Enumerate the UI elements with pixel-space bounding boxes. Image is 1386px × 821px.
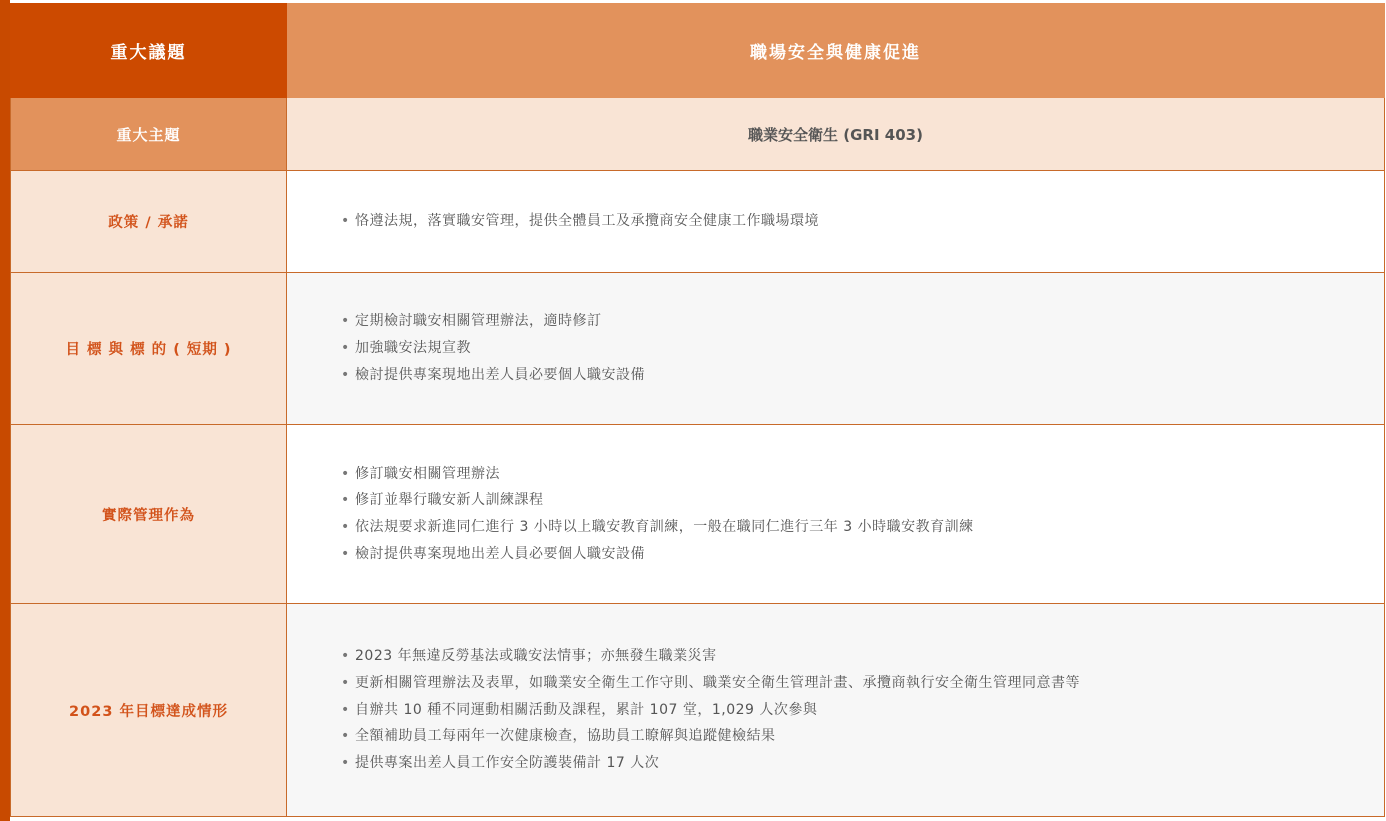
topic-row: [11, 98, 1385, 171]
row-label-actions: 實際管理作為: [11, 425, 287, 604]
policy-list: [287, 208, 1384, 235]
list-item: • 加強職安法規宣教: [355, 335, 1384, 362]
material-topic-table: [10, 3, 1385, 817]
table-header-row: [11, 4, 1385, 98]
row-label-policy: 政策 / 承諾: [11, 171, 287, 273]
header-label: 重大議題: [11, 4, 287, 98]
actions-list: [287, 461, 1384, 568]
topic-label: 重大主題: [11, 98, 287, 171]
row-content-policy: [287, 171, 1385, 273]
header-title: 職場安全與健康促進: [287, 4, 1385, 98]
list-item: • 恪遵法規，落實職安管理，提供全體員工及承攬商安全健康工作職場環境: [355, 208, 1384, 235]
topic-value: 職業安全衛生 (GRI 403): [287, 98, 1385, 171]
table-row-results: [11, 604, 1385, 817]
list-item: • 檢討提供專案現地出差人員必要個人職安設備: [355, 362, 1384, 389]
table-row-policy: [11, 171, 1385, 273]
row-content-actions: [287, 425, 1385, 604]
row-label-goals: 目 標 與 標 的 ( 短期 ): [11, 273, 287, 425]
list-item: • 更新相關管理辦法及表單，如職業安全衛生工作守則、職業安全衛生管理計畫、承攬商執行安全衛生管理同意書等: [355, 670, 1384, 697]
row-content-results: [287, 604, 1385, 817]
results-list: [287, 643, 1384, 777]
list-item: • 檢討提供專案現地出差人員必要個人職安設備: [355, 541, 1384, 568]
list-item: • 定期檢討職安相關管理辦法，適時修訂: [355, 308, 1384, 335]
row-label-results: 2023 年目標達成情形: [11, 604, 287, 817]
row-content-goals: [287, 273, 1385, 425]
list-item: • 自辦共 10 種不同運動相關活動及課程，累計 107 堂，1,029 人次參與: [355, 697, 1384, 724]
list-item: • 修訂並舉行職安新人訓練課程: [355, 487, 1384, 514]
list-item: • 修訂職安相關管理辦法: [355, 461, 1384, 488]
table-row-goals: [11, 273, 1385, 425]
goals-list: [287, 308, 1384, 388]
list-item: • 2023 年無違反勞基法或職安法情事；亦無發生職業災害: [355, 643, 1384, 670]
list-item: • 依法規要求新進同仁進行 3 小時以上職安教育訓練，一般在職同仁進行三年 3 小時職安教育訓練: [355, 514, 1384, 541]
table-row-actions: [11, 425, 1385, 604]
list-item: • 提供專案出差人員工作安全防護裝備計 17 人次: [355, 750, 1384, 777]
list-item: • 全額補助員工每兩年一次健康檢查，協助員工瞭解與追蹤健檢結果: [355, 723, 1384, 750]
